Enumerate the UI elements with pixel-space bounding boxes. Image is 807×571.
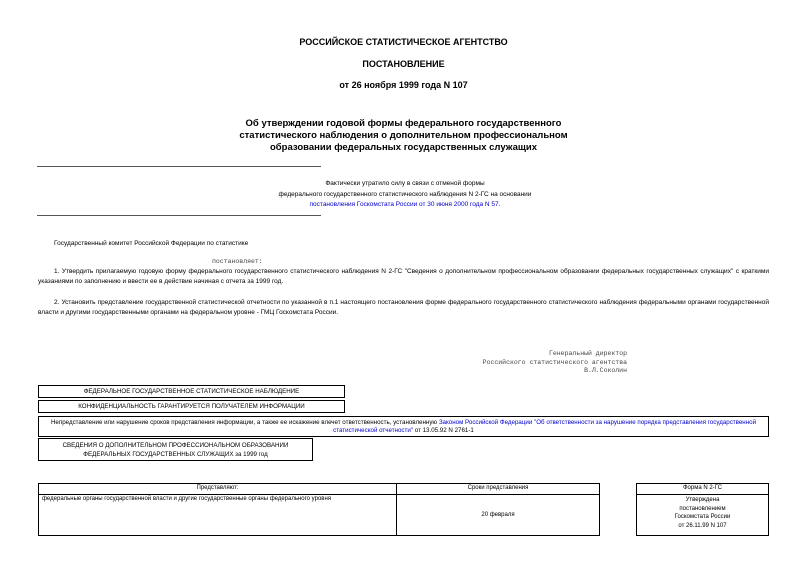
approval-line: Госкомстата России [674,514,731,520]
note-line: Фактически утратило силу в связи с отменой формы [325,180,485,187]
divider [37,166,321,167]
note-line: федерального государственного статистического наблюдения N 2-ГС на основании [278,190,532,198]
report-title-box [38,438,313,461]
submitters-cell: федеральные органы государственной власти и другие государственные органы федерального уровня [39,495,397,536]
warning-date: от 13.05.92 N 2761-1 [414,427,474,434]
confidentiality-box: КОНФИДЕНЦИАЛЬНОСТЬ ГАРАНТИРУЕТСЯ ПОЛУЧАТЕЛЕМ ИНФОРМАЦИИ [38,400,345,413]
liability-law-link[interactable]: Законом Российской Федерации "Об ответственности за нарушение порядка представления государственной статистической отчетности" [333,419,757,434]
table-header-row [637,484,769,495]
validity-note [230,179,580,211]
decree-word: постановляет: [212,258,263,265]
item-2: 2. Установить представление государственной статистической отчетности по указанной в п.1 настоящего постановления форме федерального государственного статистического наблюдения федеральными органами государственной власти и другими государственными органами на федеральном уровне - ГМЦ Госкомстата России. [38,299,769,316]
report-title-line: ФЕДЕРАЛЬНЫХ ГОСУДАРСТВЕННЫХ СЛУЖАЩИХ за 1999 год [83,450,268,458]
committee-line: Государственный комитет Российской Федерации по статистике [54,240,249,247]
form-id-table [636,483,769,536]
approval-line: постановлением [679,505,726,512]
approval-line: Утверждена [685,497,720,503]
form-number: Форма N 2-ГС [637,484,769,495]
agency-heading: РОССИЙСКОЕ СТАТИСТИЧЕСКОЕ АГЕНТСТВО [299,37,508,47]
document-date-number: от 26 ноября 1999 года N 107 [339,80,468,90]
warning-text: Непредставление или нарушение сроков представления информации, а также ее искажение влечет ответственность, установленную [50,419,438,426]
divider [37,215,321,216]
signature-block [483,350,627,376]
title-line: статистического наблюдения о дополнительном профессиональном [239,130,568,141]
liability-warning-box [38,416,769,437]
approval-cell [637,495,769,536]
item-1: 1. Утвердить прилагаемую годовую форму федерального государственного статистического наблюдения N 2-ГС "Сведения о дополнительном профессиональном образовании федеральных государственных служащих" с краткими указаниями по заполнению и ввести ее в действие начиная с отчета за 1999 год. [38,268,769,285]
signature-position: Генеральный директор [548,350,627,357]
signature-organization: Российского статистического агентства [482,358,627,366]
submission-table [38,483,600,536]
header-deadline: Сроки представления [397,484,600,495]
repeal-decree-link[interactable]: постановления Госкомстата России от 30 июня 2000 года N 57 [309,201,499,208]
federal-observation-box: ФЕДЕРАЛЬНОЕ ГОСУДАРСТВЕННОЕ СТАТИСТИЧЕСКОЕ НАБЛЮДЕНИЕ [38,385,345,398]
report-title-line: СВЕДЕНИЯ О ДОПОЛНИТЕЛЬНОМ ПРОФЕССИОНАЛЬНОМ ОБРАЗОВАНИИ [62,442,289,449]
title-line: Об утверждении годовой формы федерального государственного [245,118,562,129]
table-header-row [39,484,600,495]
note-line-3 [230,200,580,211]
document-title [200,118,607,154]
document-type: ПОСТАНОВЛЕНИЕ [362,59,445,69]
table-row [637,495,769,536]
signature-name: В.Л.Соколин [584,367,627,375]
title-line: образовании федеральных государственных служащих [269,142,537,153]
table-row [39,495,600,536]
approval-line: от 26.11.99 N 107 [678,522,727,529]
note-tail: . [498,201,501,208]
header-submitters: Представляют: [39,484,397,495]
deadline-cell: 20 февраля [397,495,600,536]
